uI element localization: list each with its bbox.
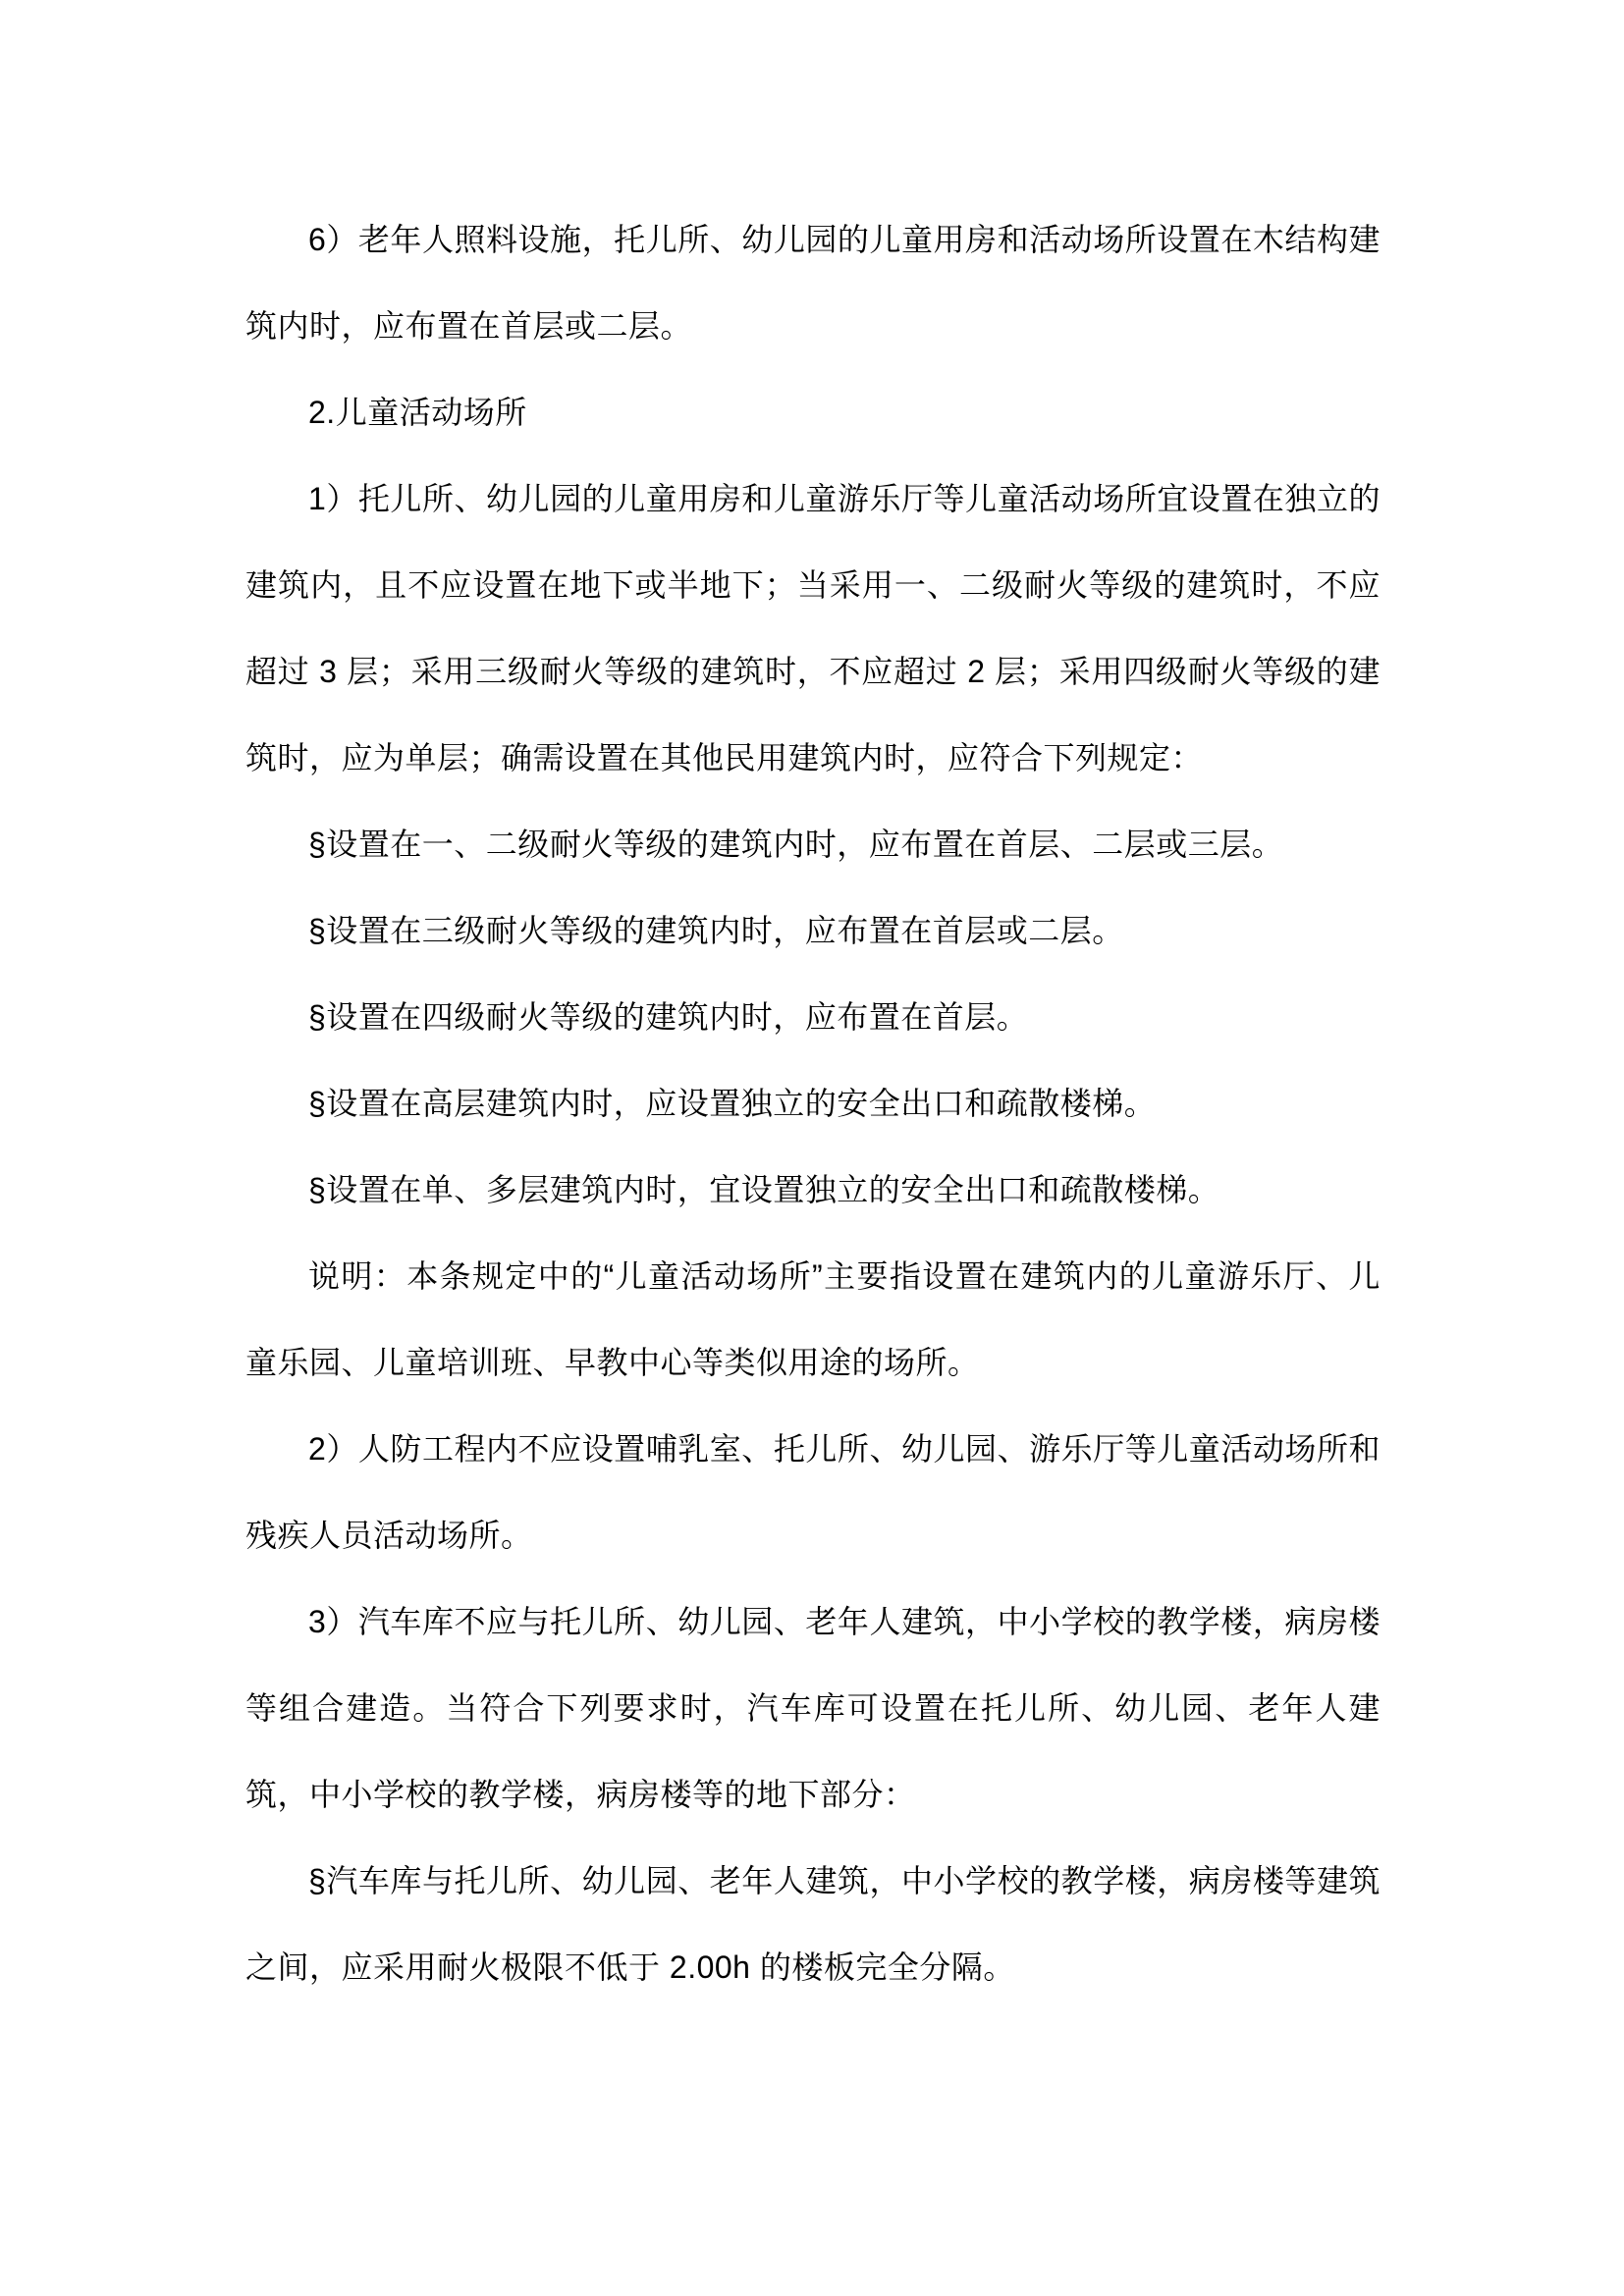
paragraph-bullet-6: §汽车库与托儿所、幼儿园、老年人建筑，中小学校的教学楼，病房楼等建筑之间，应采用耐火极限不低于 2.00h 的楼板完全分隔。 bbox=[245, 1863, 1380, 1985]
paragraph-bullet-4: §设置在高层建筑内时，应设置独立的安全出口和疏散楼梯。 bbox=[308, 1086, 1157, 1121]
paragraph-bullet-2: §设置在三级耐火等级的建筑内时，应布置在首层或二层。 bbox=[308, 913, 1124, 948]
paragraph-bullet-1: §设置在一、二级耐火等级的建筑内时，应布置在首层、二层或三层。 bbox=[308, 827, 1284, 862]
paragraph-bullet-5: §设置在单、多层建筑内时，宜设置独立的安全出口和疏散楼梯。 bbox=[308, 1172, 1220, 1207]
paragraph-item-1: 1）托儿所、幼儿园的儿童用房和儿童游乐厅等儿童活动场所宜设置在独立的建筑内，且不应设置在地下或半地下；当采用一、二级耐火等级的建筑时，不应超过 3 层；采用三级耐火等级的建筑时，不应超过 2 层；采用四级耐火等级的建筑时，应为单层；确需设置在其他民用建筑内时，应符合下列规定： bbox=[245, 481, 1380, 775]
paragraph-heading-2: 2.儿童活动场所 bbox=[308, 395, 527, 430]
paragraph-item-2: 2）人防工程内不应设置哺乳室、托儿所、幼儿园、游乐厅等儿童活动场所和残疾人员活动场所。 bbox=[245, 1431, 1380, 1553]
paragraph-bullet-3: §设置在四级耐火等级的建筑内时，应布置在首层。 bbox=[308, 999, 1029, 1035]
paragraph-item-3: 3）汽车库不应与托儿所、幼儿园、老年人建筑，中小学校的教学楼，病房楼等组合建造。当符合下列要求时，汽车库可设置在托儿所、幼儿园、老年人建筑，中小学校的教学楼，病房楼等的地下部分： bbox=[245, 1604, 1380, 1812]
paragraph-note: 说明：本条规定中的“儿童活动场所”主要指设置在建筑内的儿童游乐厅、儿童乐园、儿童培训班、早教中心等类似用途的场所。 bbox=[245, 1258, 1380, 1380]
paragraph-item-6: 6）老年人照料设施，托儿所、幼儿园的儿童用房和活动场所设置在木结构建筑内时，应布置在首层或二层。 bbox=[245, 222, 1380, 344]
